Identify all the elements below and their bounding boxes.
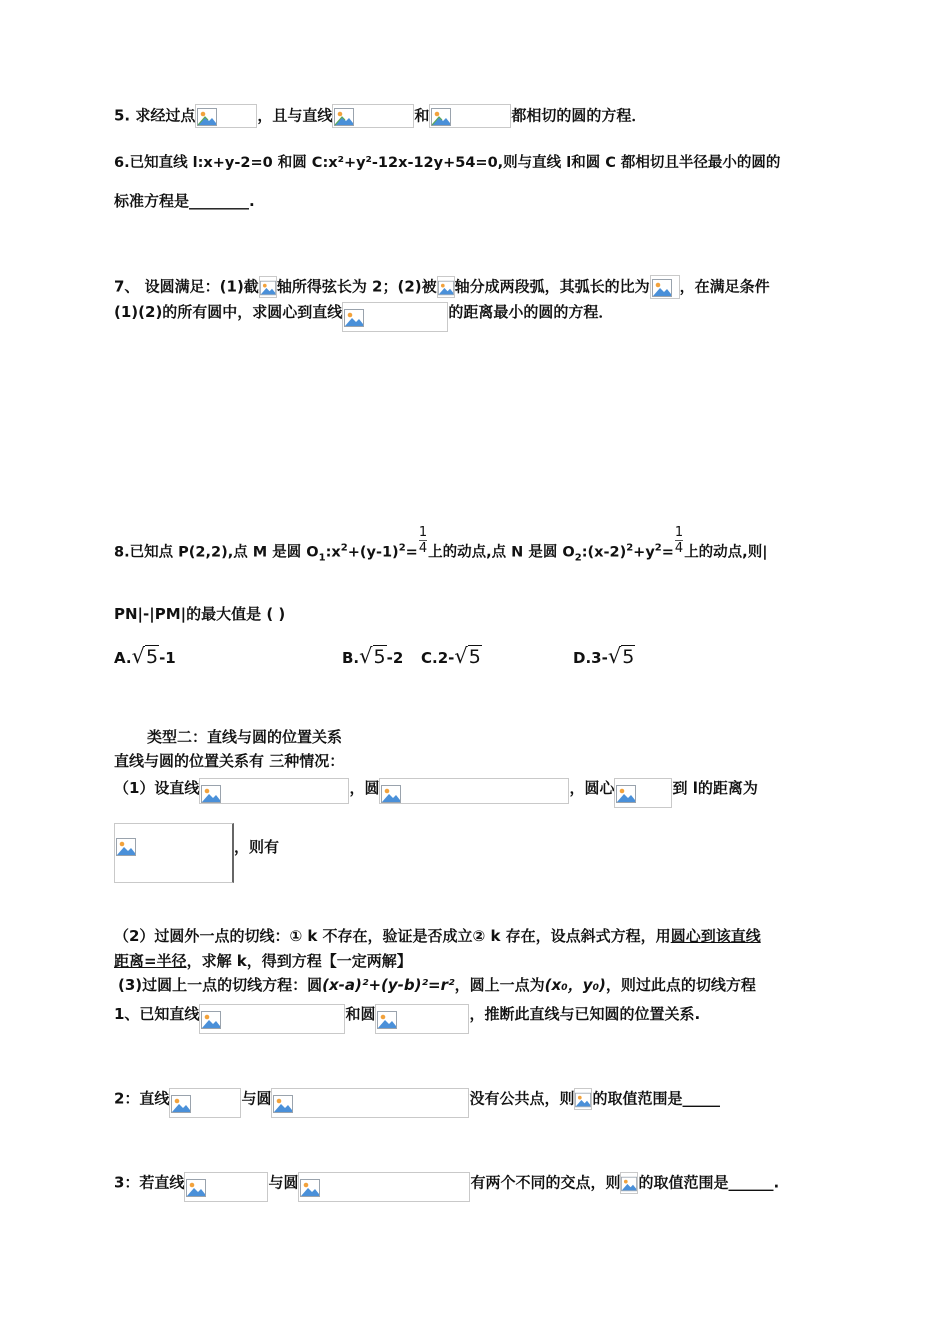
fraction-denominator: 4 [674, 541, 684, 556]
case-1-text: ，圆心 [569, 779, 615, 797]
option-a-text: -1 [159, 649, 176, 667]
case-1-text: ，圆 [349, 779, 380, 797]
problem-3-text: 的取值范围是______. [638, 1173, 780, 1192]
subscript: 1 [318, 552, 326, 564]
q8-text: 8.已知点 P(2,2),点 M 是圆 O [114, 544, 319, 561]
formula-image [114, 823, 234, 883]
question-8-line1 [114, 525, 768, 568]
broken-image-icon [381, 785, 401, 803]
broken-image-icon [116, 838, 136, 856]
formula-image [195, 104, 257, 128]
q8-text: 上的动点,则| [684, 544, 768, 561]
formula-image [298, 1172, 470, 1202]
formula-image [620, 1172, 638, 1194]
case-3-text: ，则过此点的切线方程 [605, 976, 756, 994]
problem-2-text: 的取值范围是_____ [592, 1089, 720, 1108]
superscript: 2 [340, 542, 348, 554]
problem-2-text: 与圆 [241, 1089, 272, 1108]
case-2-line1 [114, 926, 761, 946]
q7-text: ，在满足条件 [679, 277, 770, 296]
section-heading: 类型二：直线与圆的位置关系 [147, 728, 343, 746]
problem-2 [114, 1088, 720, 1118]
broken-image-icon [201, 785, 221, 803]
sqrt: √5 [454, 644, 481, 668]
case-2-text: ，求解 k，得到方程【一定两解】 [186, 952, 412, 970]
q5-text: 都相切的圆的方程． [511, 106, 647, 125]
formula-image [199, 778, 349, 804]
q7-text: 轴所得弦长为 2；(2)被 [276, 277, 437, 296]
q5-text: ，且与直线 [257, 106, 333, 125]
q8-text: = [661, 544, 674, 561]
case-1-text: ，则有 [234, 838, 280, 856]
q5-text: 和 [414, 106, 430, 125]
formula-image [614, 778, 672, 808]
case-1-text: 到 l的距离为 [672, 779, 758, 797]
option-d [573, 646, 635, 668]
case-3-line [118, 975, 756, 995]
fraction-denominator: 4 [418, 541, 428, 556]
sqrt-arg: 5 [622, 646, 635, 668]
formula-image [375, 1004, 469, 1034]
broken-image-icon [377, 1011, 397, 1029]
formula-image [574, 1088, 592, 1110]
case-3-text: (3)过圆上一点的切线方程：圆 [118, 976, 323, 994]
broken-image-icon [334, 108, 354, 126]
case-2-underlined: 圆心到该直线 [670, 927, 761, 945]
case-2-text: （2）过圆外一点的切线：① k 不存在，验证是否成立② k 存在，设点斜式方程，用 [114, 927, 671, 945]
option-c-label: C.2- [421, 649, 455, 667]
broken-image-icon [616, 785, 636, 803]
broken-image-icon [621, 1176, 637, 1192]
formula-image [332, 104, 414, 128]
broken-image-icon [260, 280, 276, 296]
broken-image-icon [652, 279, 672, 297]
formula-image [429, 104, 511, 128]
broken-image-icon [344, 309, 364, 327]
broken-image-icon [186, 1179, 206, 1197]
formula-image [271, 1088, 469, 1118]
case-3-equation: (x-a)²+(y-b)²=r² [322, 976, 455, 994]
problem-2-text: 2：直线 [114, 1089, 170, 1108]
question-6-line1: 6.已知直线 l:x+y-2=0 和圆 C:x²+y²-12x-12y+54=0,则与直线 l和圆 C 都相切且半径最小的圆的 [114, 155, 781, 171]
broken-image-icon [575, 1092, 591, 1108]
broken-image-icon [201, 1011, 221, 1029]
fraction [675, 525, 683, 556]
sqrt: √5 [131, 644, 159, 668]
problem-1-text: 1、已知直线 [114, 1005, 200, 1023]
option-b-label: B. [342, 649, 360, 667]
q7-text: (1)(2)的所有圆中，求圆心到直线 [114, 303, 343, 321]
q8-text: +(y-1) [347, 544, 399, 561]
broken-image-icon [431, 108, 451, 126]
sqrt: √5 [359, 644, 386, 668]
case-2-underlined: 距离=半径 [114, 952, 187, 970]
problem-2-text: 没有公共点，则 [469, 1089, 575, 1108]
q7-text: 7、 设圆满足：(1)截 [114, 277, 259, 296]
sqrt-arg: 5 [145, 646, 159, 668]
broken-image-icon [273, 1095, 293, 1113]
superscript: 2 [654, 542, 662, 554]
formula-image [259, 276, 277, 298]
q8-text: 上的动点,点 N 是圆 O [428, 544, 575, 561]
q8-text: :x [325, 544, 341, 561]
q8-text: :(x-2) [581, 544, 627, 561]
case-3-point: (x₀，y₀) [544, 976, 606, 994]
formula-image [184, 1172, 268, 1202]
superscript: 2 [398, 542, 406, 554]
problem-3 [114, 1172, 779, 1202]
case-1-line1 [114, 778, 758, 808]
q7-text: 的距离最小的圆的方程． [448, 303, 614, 321]
sqrt-arg: 5 [468, 646, 481, 668]
fraction-numerator: 1 [674, 525, 684, 540]
formula-image [199, 1004, 345, 1034]
q8-text: +y [633, 544, 655, 561]
option-a-label: A. [114, 649, 132, 667]
broken-image-icon [197, 108, 217, 126]
problem-1-text: 和圆 [345, 1005, 376, 1023]
subscript: 2 [574, 552, 582, 564]
formula-image [342, 302, 448, 332]
question-7-line2 [114, 302, 613, 332]
option-c [421, 646, 482, 668]
problem-1-text: ，推断此直线与已知圆的位置关系. [469, 1005, 701, 1023]
question-5 [114, 104, 646, 128]
question-7-line1 [114, 275, 770, 299]
problem-3-text: 与圆 [268, 1173, 299, 1192]
fraction-numerator: 1 [418, 525, 428, 540]
section-subheading: 直线与圆的位置关系有 三种情况： [114, 752, 345, 770]
sqrt: √5 [607, 644, 635, 668]
question-8-line2: PN|-|PM|的最大值是 ( ) [114, 605, 286, 623]
formula-image [379, 778, 569, 804]
q5-text: 5. 求经过点 [114, 106, 196, 125]
question-6-line2: 标准方程是________. [114, 192, 255, 210]
broken-image-icon [438, 280, 454, 296]
broken-image-icon [171, 1095, 191, 1113]
case-3-text: ，圆上一点为 [454, 976, 545, 994]
broken-image-icon [300, 1179, 320, 1197]
q8-text: = [405, 544, 418, 561]
formula-image [437, 276, 455, 298]
problem-3-text: 有两个不同的交点，则 [470, 1173, 621, 1192]
option-b-text: -2 [386, 649, 404, 667]
option-d-label: D.3- [573, 649, 608, 667]
problem-3-text: 3：若直线 [114, 1173, 185, 1192]
formula-image [650, 275, 680, 299]
sqrt-arg: 5 [373, 646, 386, 668]
case-1-text: （1）设直线 [114, 779, 200, 797]
problem-1 [114, 1004, 700, 1034]
superscript: 2 [626, 542, 634, 554]
fraction [419, 525, 427, 556]
case-2-line2 [114, 951, 412, 971]
formula-image [169, 1088, 241, 1118]
option-b [342, 646, 403, 668]
q7-text: 轴分成两段弧，其弧长的比为 [454, 277, 650, 296]
option-a [114, 646, 176, 668]
case-1-line2 [114, 823, 279, 883]
